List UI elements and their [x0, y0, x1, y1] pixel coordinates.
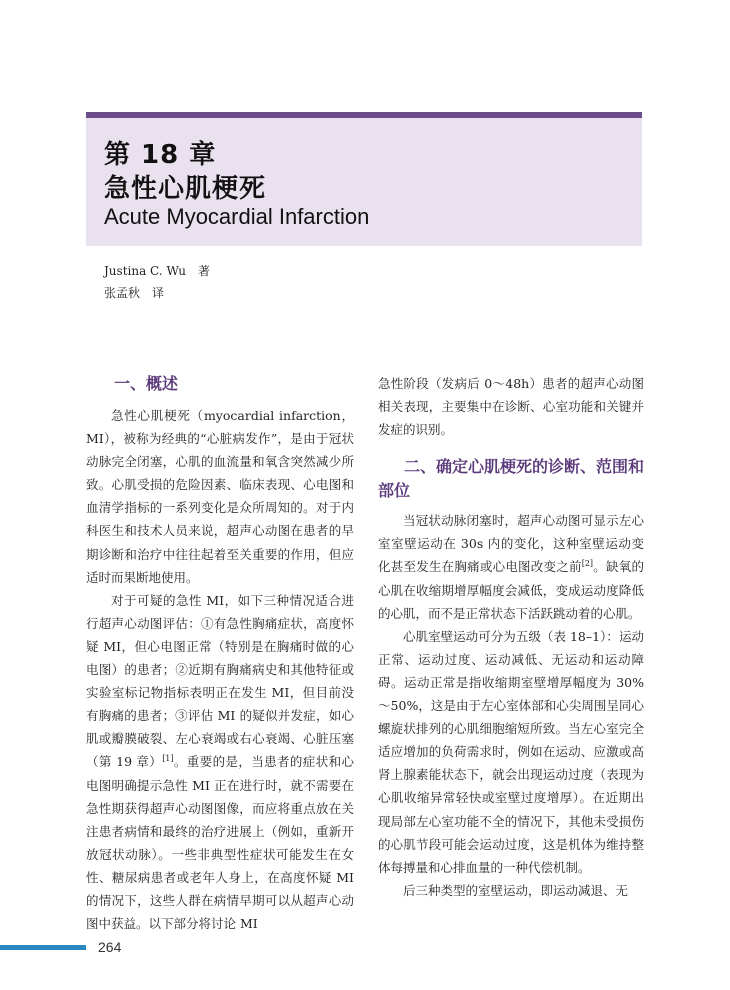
paragraph-continued: 急性阶段（发病后 0～48h）患者的超声心动图相关表现，主要集中在诊断、心室功能和关键并发症的识别。 [378, 376, 644, 438]
chapter-title-english: Acute Myocardial Infarction [104, 204, 370, 229]
paragraph: 急性心肌梗死（myocardial infarction，MI），被称为经典的“心脏病发作”，是由于冠状动脉完全闭塞，心肌的血流量和氧含突然减少所致。心肌受损的危险因素、临床表现、心电图和血清学指标的一系列变化是众所周知的。对于内科医生和技术人员来说，超声心动图在患者的早期诊断和治疗中往往起着至关重要的作用，但应适时而果断地使用。 [86, 408, 354, 585]
section-heading-overview: 一、概述 [114, 374, 179, 393]
chapter-number: 第 18 章 [104, 140, 217, 170]
author-line: Justina C. Wu 著 [104, 264, 211, 278]
chapter-title-chinese: 急性心肌梗死 [104, 174, 267, 204]
footer-bar [0, 945, 86, 950]
translator-line: 张孟秋 译 [104, 286, 165, 300]
paragraph-text: 。缺氧的心肌在收缩期增厚幅度会减低，变成运动度降低的心肌，而不是正常状态下活跃跳动着的心肌。 [378, 559, 644, 621]
page-number: 264 [98, 939, 122, 955]
paragraph: 心肌室壁运动可分为五级（表 18–1）：运动正常、运动过度、运动减低、无运动和运动障碍。运动正常是指收缩期室壁增厚幅度为 30%～50%，这是由于左心室体部和心尖周围呈同心螺旋状排列的心肌细胞缩短所致。当左心室完全适应增加的负荷需求时，例如在运动、应激或高肾上腺素能状态下，就会出现运动过度（表现为心肌收缩异常轻快或室壁过度增厚）。在近期出现局部左心室功能不全的情况下，其他未受损伤的心肌节段可能会运动过度，这是机体为维持整体每搏量和心排血量的一种代偿机制。 [378, 628, 644, 875]
paragraph-text: 对于可疑的急性 MI，如下三种情况适合进行超声心动图评估：①有急性胸痛症状，高度怀疑 MI，但心电图正常（特别是在胸痛时做的心电图）的患者；②近期有胸痛病史和其他特征或实验室标记物指标表明正在发生 MI，但目前没有胸痛的患者；③评估 MI 的疑似并发症，如心肌或瓣膜破裂、左心衰竭或右心衰竭、心脏压塞（第 19 章） [86, 592, 354, 770]
paragraph: 后三种类型的室壁运动，即运动减退、无 [403, 882, 629, 898]
paragraph [86, 589, 354, 935]
left-column [86, 372, 354, 935]
paragraph [378, 509, 644, 624]
citation-mark: [2] [581, 559, 594, 569]
paragraph-text: 当冠状动脉闭塞时，超声心动图可显示左心室室壁运动在 30s 内的变化，这种室壁运动变化甚至发生在胸痛或心电图改变之前 [378, 513, 644, 575]
right-column [378, 372, 644, 902]
section-heading-diagnosis: 二、确定心肌梗死的诊断、范围和部位 [378, 457, 645, 501]
citation-mark: [1] [162, 754, 174, 764]
paragraph-text: 。重要的是，当患者的症状和心电图明确提示急性 MI 正在进行时，就不需要在急性期获得超声心动图图像，而应将重点放在关注患者病情和最终的治疗进展上（例如，重新开放冠状动脉）。一些非典型性症状可能发生在女性、糖尿病患者或老年人身上，在高度怀疑 MI 的情况下，这些人群在病情早期可以从超声心动图中获益。以下部分将讨论 MI [86, 754, 354, 932]
